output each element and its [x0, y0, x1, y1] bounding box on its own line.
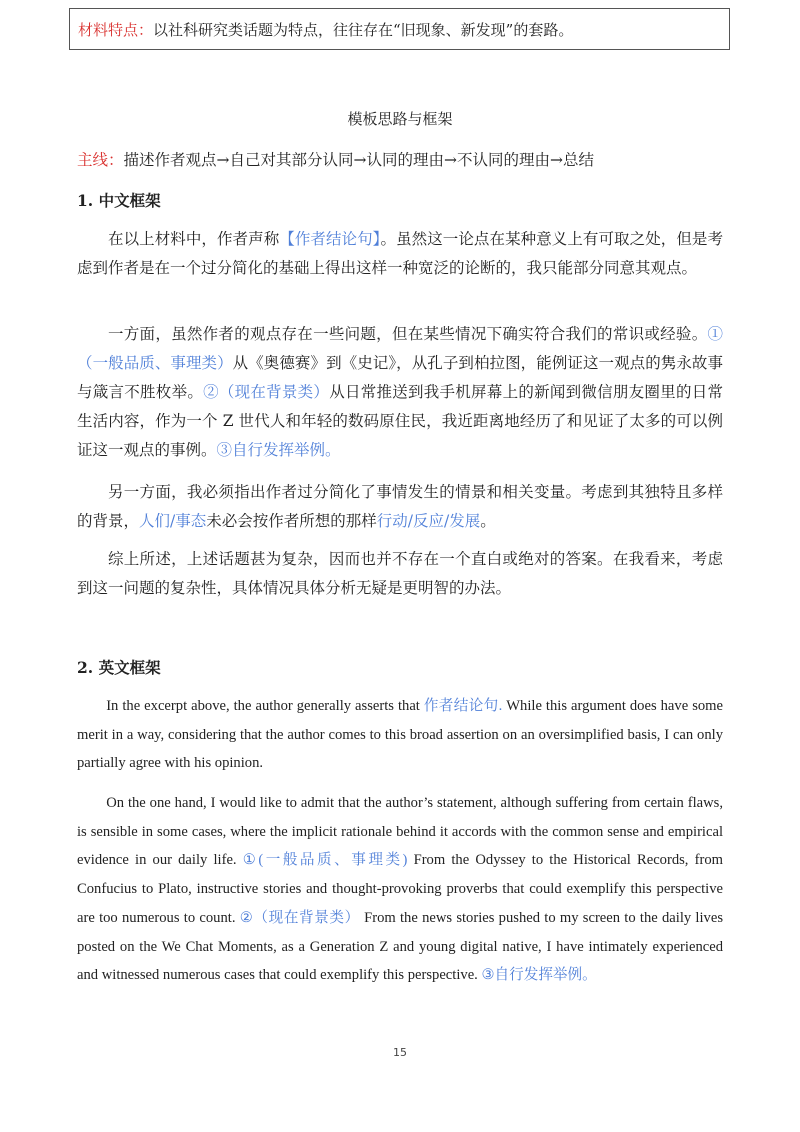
cn-p1-text-a: 在以上材料中，作者声称 — [108, 230, 280, 248]
cn-p3-text-a: 另一方面，我必须指出作者过分简化了事情发生的情景和相关变量。考虑到其独特且多样的背景， — [77, 483, 723, 530]
en-p2-text-c: From the Odyssey to the Historical Records, from Confucius to Plato, instructive stories and thought-provoking proverbs that could exemplify this perspective are too numerous to count. — [77, 852, 723, 926]
cn-p2-marker-2: ②（现在背景类） — [203, 383, 330, 401]
cn-p2-text-e: 从日常推送到我手机屏幕上的新闻到微信朋友圈里的日常生活内容，作为一个 Z 世代人和年轻的数码原住民，我近距离地经历了和见证了太多的可以例证这一观点的事例。 — [77, 383, 723, 459]
material-feature-box — [69, 8, 730, 50]
english-framework-heading: 2. 英文框架 — [77, 658, 161, 677]
cn-paragraph-3 — [77, 478, 723, 536]
cn-p2-text-a: 一方面，虽然作者的观点存在一些问题，但在某些情况下确实符合我们的常识或经验。 — [108, 325, 708, 343]
cn-p1-text-c: 。虽然这一论点在某种意义上有可取之处，但是考虑到作者是在一个过分简化的基础上得出这样一种宽泛的论断的，我只能部分同意其观点。 — [77, 230, 723, 277]
page-number: 15 — [393, 1046, 407, 1059]
en-p1-placeholder: 作者结论句. — [423, 698, 503, 714]
en-p2-text-e: From the news stories pushed to my screen to the daily lives posted on the We Chat Moments, as a Generation Z and young digital native, I have intimately experienced and witnessed numerous cases that could exemplify this perspective. — [77, 909, 723, 984]
page-title: 模板思路与框架 — [347, 110, 453, 128]
en-p2-marker-3: ③自行发挥举例。 — [481, 967, 597, 984]
en-paragraph-2 — [77, 789, 723, 990]
cn-paragraph-4: 综上所述，上述话题甚为复杂，因而也并不存在一个直白或绝对的答案。在我看来，考虑到这一问题的复杂性，具体情况具体分析无疑是更明智的办法。 — [77, 550, 723, 597]
en-p1-text-c: While this argument does have some merit in a way, considering that the author comes to this broad assertion on an oversimplified basis, I can only partially agree with his opinion. — [77, 698, 723, 772]
en-p2-marker-1: ①(一般品质、事理类) — [242, 852, 408, 869]
cn-p3-placeholder-2: 行动/反应/发展 — [376, 512, 481, 530]
cn-p3-text-e: 。 — [480, 512, 496, 530]
en-p2-text-a: On the one hand, I would like to admit that the author’s statement, although suffering from certain flaws, is sensible in some cases, where the implicit rationale behind it accords with the common sense and empirical evidence in our daily life. — [77, 795, 723, 869]
cn-p2-marker-1: ①（一般品质、事理类） — [77, 325, 723, 372]
mainline — [77, 148, 594, 170]
material-feature-line — [78, 19, 573, 40]
cn-p3-placeholder-1: 人们/事态 — [139, 512, 207, 530]
cn-paragraph-2 — [77, 320, 723, 465]
cn-p2-marker-3: ③自行发挥举例。 — [216, 441, 341, 459]
mainline-label: 主线： — [77, 151, 124, 169]
cn-paragraph-1 — [77, 225, 723, 283]
cn-p1-placeholder: 【作者结论句】 — [279, 230, 381, 248]
chinese-framework-heading: 1. 中文框架 — [77, 191, 161, 210]
en-p1-text-a: In the excerpt above, the author generally asserts that — [106, 698, 424, 714]
mainline-text: 描述作者观点→自己对其部分认同→认同的理由→不认同的理由→总结 — [123, 151, 594, 169]
cn-p2-text-c: 从《奥德赛》到《史记》，从孔子到柏拉图，能例证这一观点的隽永故事与箴言不胜枚举。 — [77, 354, 723, 401]
en-paragraph-1 — [77, 692, 723, 778]
material-feature-label: 材料特点： — [78, 21, 154, 39]
en-p2-marker-2: ②（现在背景类） — [239, 909, 360, 926]
material-feature-text: 以社科研究类话题为特点，往往存在“旧现象、新发现”的套路。 — [153, 21, 574, 39]
cn-p3-text-c: 未必会按作者所想的那样 — [206, 512, 377, 530]
